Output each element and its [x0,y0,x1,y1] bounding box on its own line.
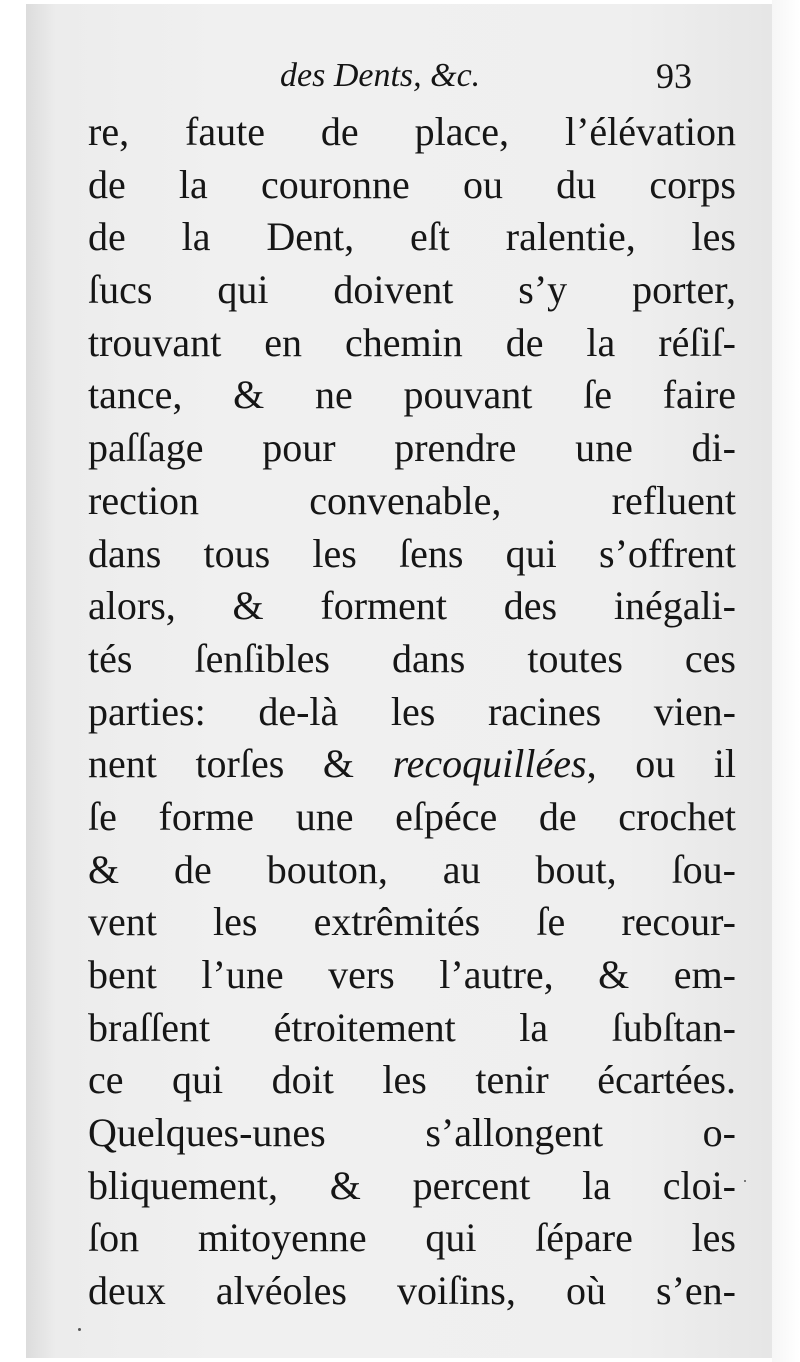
text-line: dans tous les ſens qui s’offrent [88,530,736,576]
text-line: tés ſenſibles dans toutes ces [88,635,736,681]
paper-speck [78,1328,81,1331]
text-line: deux alvéoles voiſins, où s’en- [88,1268,736,1314]
italic-term: recoquillées [392,741,587,787]
text-line: de la Dent, eſt ralentie, les [88,214,736,260]
paper-speck [744,1180,746,1182]
text-line: bliquement, & percent la cloi- [88,1162,736,1208]
text-line: ſon mitoyenne qui ſépare les [88,1215,736,1261]
text-line: ſucs qui doivent s’y porter, [88,267,736,313]
text-line: tance, & ne pouvant ſe faire [88,372,736,418]
text-line: vent les extrêmités ſe recour- [88,899,736,945]
text-line: ce qui doit les tenir écartées. [88,1057,736,1103]
text-line: re, faute de place, l’élévation [88,109,736,154]
text-line: trouvant en chemin de la réſiſ- [88,319,736,365]
text-line: braſſent étroitement la ſubſtan- [88,1004,736,1050]
text-segment: , ou il [586,741,736,787]
body-text [88,106,736,1318]
running-head-title: des Dents, &c. [280,57,481,94]
page-edge [772,0,800,1362]
text-line: ſe forme une eſpéce de crochet [88,793,736,839]
text-line: paſſage pour prendre une di- [88,425,736,471]
text-line: alors, & forment des inégali- [88,583,736,629]
running-head [0,56,800,96]
text-line: parties: de-là les racines vien- [88,688,736,734]
text-line: rection convenable, refluent [88,477,736,523]
page-number: 93 [656,56,692,96]
text-line: bent l’une vers l’autre, & em- [88,952,736,997]
text-line: de la couronne ou du corps [88,161,736,207]
text-line-with-italic [88,738,736,791]
text-line: & de bouton, au bout, ſou- [88,846,736,892]
text-segment: nent torſes & [88,741,393,787]
text-line: Quelques-unes s’allongent o- [88,1110,736,1156]
